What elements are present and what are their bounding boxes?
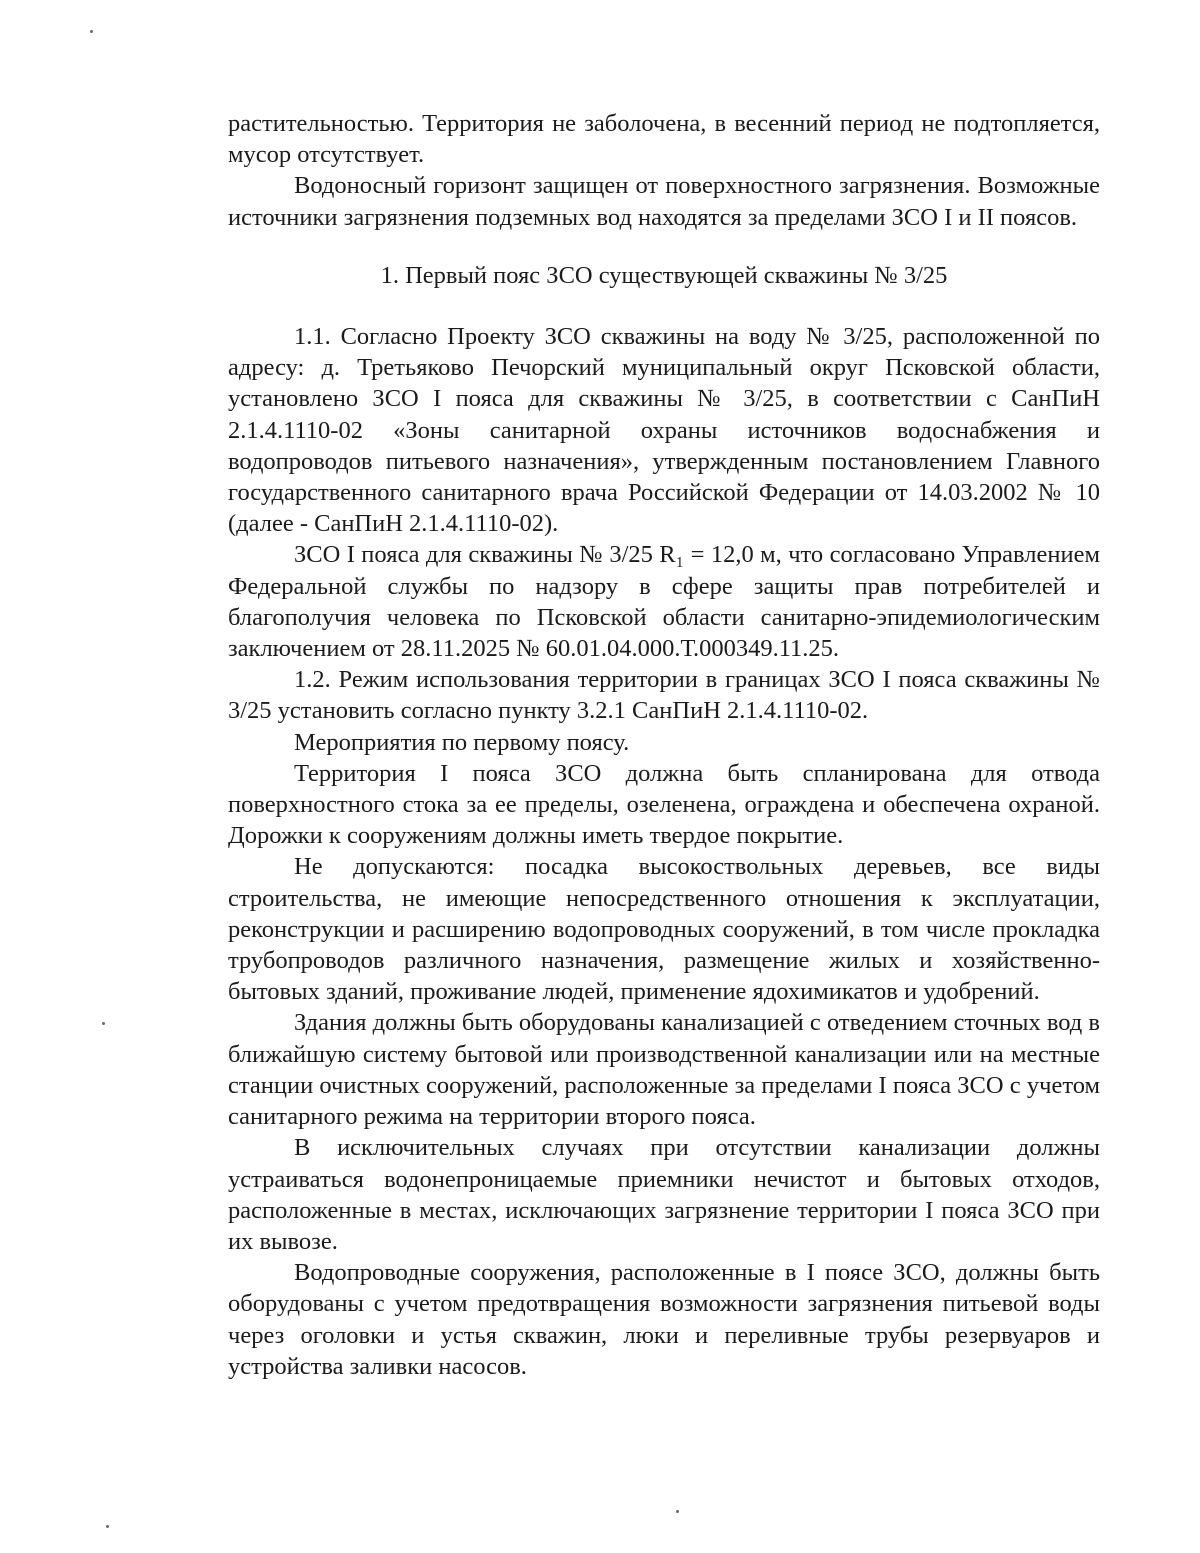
paragraph-1-1: 1.1. Согласно Проекту ЗСО скважины на воду № 3/25, расположенной по адресу: д. Третьяково Печорский муниципальный округ Псковской области, установлено ЗСО I пояса для скважины № 3/25, в соответствии с СанПиН 2.1.4.1110-02 «Зоны санитарной охраны источников водоснабжения и водопроводов питьевого назначения», утвержденным постановлением Главного государственного санитарного врача Российской Федерации от 14.03.2002 № 10 (далее - СанПиН 2.1.4.1110-02). bbox=[228, 323, 1100, 538]
paragraph-water-structures: Водопроводные сооружения, расположенные в I поясе ЗСО, должны быть оборудованы с учетом предотвращения возможности загрязнения питьевой воды через оголовки и устья скважин, люки и переливные трубы резервуаров и устройства заливки насосов. bbox=[228, 1259, 1100, 1380]
scan-speck bbox=[90, 30, 93, 33]
paragraph-territory: Территория I пояса ЗСО должна быть спланирована для отвода поверхностного стока за ее пределы, озеленена, ограждена и обеспечена охраной. Дорожки к сооружениям должны иметь твердое покрытие. bbox=[228, 759, 1100, 850]
document-body bbox=[228, 108, 1100, 1382]
paragraph-measures-title: Мероприятия по первому поясу. bbox=[294, 728, 630, 756]
paragraph-radius: ЗСО I пояса для скважины № 3/25 R₁ = 12,0 м, что согласовано Управлением Федеральной службы по надзору в сфере защиты прав потребителей и благополучия человека по Псковской области санитарно-эпидемиологическим заключением от 28.11.2025 № 60.01.04.000.Т.000349.11.25. bbox=[228, 541, 1100, 663]
paragraph-vegetation: растительностью. Территория не заболочена, в весенний период не подтопляется, мусор отсутствует. bbox=[228, 110, 1100, 169]
paragraph-1-2: 1.2. Режим использования территории в границах ЗСО I пояса скважины № 3/25 установить согласно пункту 3.2.1 СанПиН 2.1.4.1110-02. bbox=[228, 666, 1100, 725]
section-heading: 1. Первый пояс ЗСО существующей скважины № 3/25 bbox=[380, 261, 948, 289]
paragraph-aquifer: Водоносный горизонт защищен от поверхностного загрязнения. Возможные источники загрязнения подземных вод находятся за пределами ЗСО I и II поясов. bbox=[228, 172, 1100, 231]
paragraph-prohibited: Не допускаются: посадка высокоствольных деревьев, все виды строительства, не имеющие непосредственного отношения к эксплуатации, реконструкции и расширению водопроводных сооружений, в том числе прокладка трубопроводов различного назначения, размещение жилых и хозяйственно-бытовых зданий, проживание людей, применение ядохимикатов и удобрений. bbox=[228, 853, 1100, 1006]
scan-speck bbox=[676, 1510, 679, 1513]
paragraph-exceptional: В исключительных случаях при отсутствии канализации должны устраиваться водонепроницаемые приемники нечистот и бытовых отходов, расположенные в местах, исключающих загрязнение территории I пояса ЗСО при их вывозе. bbox=[228, 1134, 1100, 1255]
paragraph-buildings: Здания должны быть оборудованы канализацией с отведением сточных вод в ближайшую систему бытовой или производственной канализации или на местные станции очистных сооружений, расположенные за пределами I пояса ЗСО с учетом санитарного режима на территории второго пояса. bbox=[228, 1009, 1100, 1131]
scan-speck bbox=[102, 1022, 105, 1025]
scan-speck bbox=[106, 1525, 109, 1528]
